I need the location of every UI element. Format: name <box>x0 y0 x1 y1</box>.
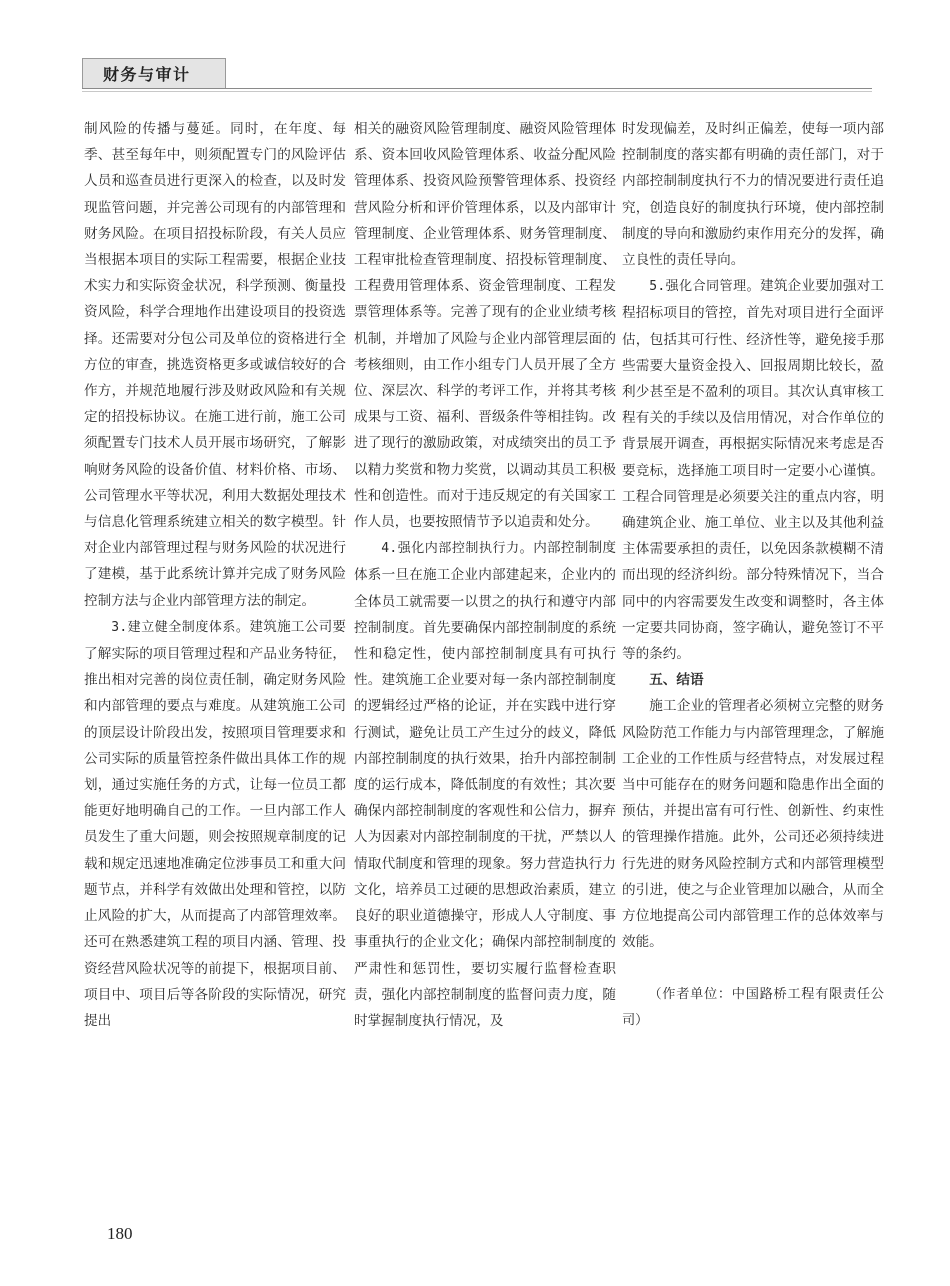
paragraph-lead: 5.强化合同管理。 <box>649 279 761 295</box>
paragraph: 时发现偏差，及时纠正偏差，使每一项内部控制制度的落实都有明确的责任部门，对于内部控制制度执行不力的情况要进行责任追究，创造良好的制度执行环境，使内部控制制度的导向和激励约束作用充分的发挥，确立良性的责任导向。 <box>622 121 884 269</box>
paragraph: 制风险的传播与蔓延。同时，在年度、每季、甚至每年中，则须配置专门的风险评估人员和巡查员进行更深入的检查，以及时发现监管问题，并完善公司现有的内部管理和财务风险。在项目招投标阶段，有关人员应当根据本项目的实际工程需要，根据企业技术实力和实际资金状况，科学预测、衡量投资风险，科学合理地作出建设项目的投资选择。还需要对分包公司及单位的资格进行全方位的审查，挑选资格更多或诚信较好的合作方，并规范地履行涉及财政风险和有关规定的招投标协议。在施工进行前，施工公司须配置专门技术人员开展市场研究，了解影响财务风险的设备价值、材料价格、市场、公司管理水平等状况，利用大数据处理技术与信息化管理系统建立相关的数字模型。针对企业内部管理过程与财务风险的状况进行了建模，基于此系统计算并完成了财务风险控制方法与企业内部管理方法的制定。 <box>84 121 346 609</box>
header-rule <box>82 88 872 89</box>
paragraph: 施工企业的管理者必须树立完整的财务风险防范工作能力与内部管理理念，了解施工企业的工作性质与经营特点，对发展过程当中可能存在的财务问题和隐患作出全面的预估，并提出富有可行性、创新性、约束性的管理操作措施。此外，公司还必须持续进行先进的财务风险控制方式和内部管理模型的引进，使之与企业管理加以融合，从而全方位地提高公司内部管理工作的总体效率与效能。 <box>622 698 884 951</box>
paragraph-body: 内部控制制度体系一旦在施工企业内部建起来，企业内的全体员工就需要一以贯之的执行和遵守内部控制制度。首先要确保内部控制制度的系统性和稳定性，使内部控制制度具有可执行性。建筑施工企业要对每一条内部控制制度的逻辑经过严格的论证，并在实践中进行穿行测试，避免让员工产生过分的歧义，降低内部控制制度的执行效果，抬升内部控制制度的运行成本，降低制度的有效性；其次要确保内部控制制度的客观性和公信力，摒弃人为因素对内部控制制度的干扰，严禁以人情取代制度和管理的现象。努力营造执行力文化，培养员工过硬的思想政治素质，建立良好的职业道德操守，形成人人守制度、事事重执行的企业文化；确保内部控制制度的严肃性和惩罚性，要切实履行监督检查职责，强化内部控制制度的监督问责力度，随时掌握制度执行情况，及 <box>354 540 616 1029</box>
paragraph-body: 建筑企业要加强对工程招标项目的管控，首先对项目进行全面评估，包括其可行性、经济性等，避免接手那些需要大量资金投入、回报周期比较长，盈利少甚至是不盈利的项目。其次认真审核工程有关的手续以及信用情况，对合作单位的背景展开调查，再根据实际情况来考虑是否要竞标，选择施工项目时一定要小心谨慎。工程合同管理是必须要关注的重点内容，明确建筑企业、施工单位、业主以及其他利益主体需要承担的责任，以免因条款模糊不清而出现的经济纠纷。部分特殊情况下，当合同中的内容需要发生改变和调整时，各主体一定要共同协商，签字确认，避免签订不平等的条约。 <box>622 278 884 663</box>
text-column-3 <box>622 116 884 1196</box>
paragraph-lead: 3.建立健全制度体系。 <box>111 619 250 635</box>
paragraph <box>354 535 616 1034</box>
paragraph-lead: 4.强化内部控制执行力。 <box>381 541 534 557</box>
header-rule-thin <box>82 91 872 92</box>
author-note: （作者单位：中国路桥工程有限责任公司） <box>622 986 884 1028</box>
text-column-1 <box>84 116 346 1196</box>
paragraph <box>84 614 346 1034</box>
section-heading: 五、结语 <box>649 672 704 689</box>
page-number: 180 <box>107 1224 133 1243</box>
text-column-2 <box>354 116 616 1196</box>
paragraph: 相关的融资风险管理制度、融资风险管理体系、资本回收风险管理体系、收益分配风险管理体系、投资风险预警管理体系、投资经营风险分析和评价管理体系，以及内部审计管理制度、企业管理体系、财务管理制度、工程审批检查管理制度、招投标管理制度、工程费用管理体系、资金管理制度、工程发票管理体系等。完善了现有的企业业绩考核机制，并增加了风险与企业内部管理层面的考核细则，由工作小组专门人员开展了全方位、深层次、科学的考评工作，并将其考核成果与工资、福利、晋级条件等相挂钩。改进了现行的激励政策，对成绩突出的员工予以精力奖赏和物力奖赏，以调动其员工积极性和创造性。而对于违反规定的有关国家工作人员，也要按照情节予以追责和处分。 <box>354 121 616 531</box>
paragraph <box>622 273 884 667</box>
paragraph-body: 建筑施工公司要了解实际的项目管理过程和产品业务特征，推出相对完善的岗位责任制，确定财务风险和内部管理的要点与难度。从建筑施工公司的顶层设计阶段出发，按照项目管理要求和公司实际的质量管控条件做出具体工作的规划，通过实施任务的方式，让每一位员工都能更好地明确自己的工作。一旦内部工作人员发生了重大问题，则会按照规章制度的记载和规定迅速地准确定位涉事员工和重大问题节点，并科学有效做出处理和管控，以防止风险的扩大，从而提高了内部管理效率。还可在熟悉建筑工程的项目内涵、管理、投资经营风险状况等的前提下，根据项目前、项目中、项目后等各阶段的实际情况，研究提出 <box>84 618 346 1029</box>
section-title: 财务与审计 <box>103 65 191 84</box>
page-header <box>0 0 950 100</box>
